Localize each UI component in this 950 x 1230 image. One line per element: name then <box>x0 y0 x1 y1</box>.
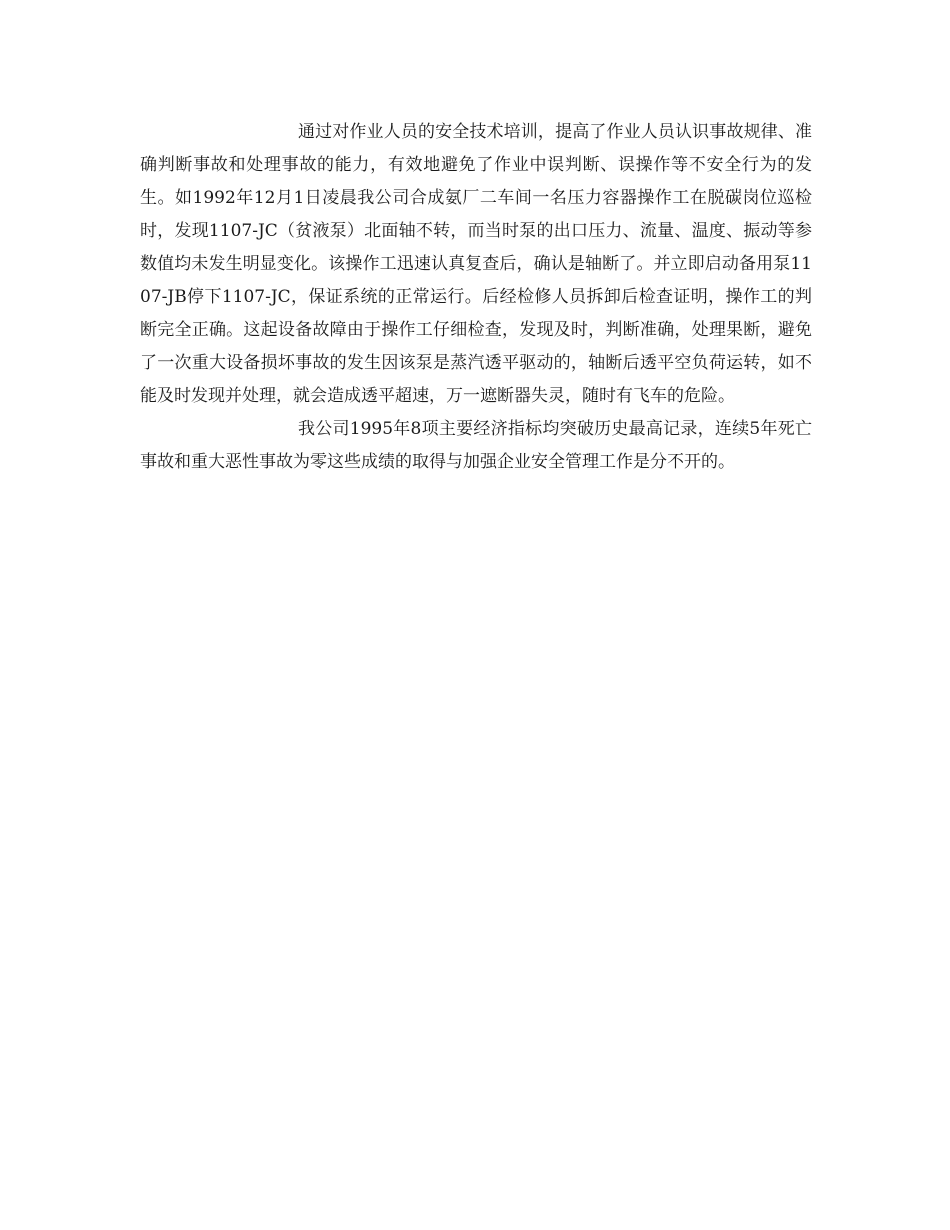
document-body <box>140 116 812 479</box>
paragraph-safety-training: 通过对作业人员的安全技术培训，提高了作业人员认识事故规律、准确判断事故和处理事故的能力，有效地避免了作业中误判断、误操作等不安全行为的发生。如1992年12月1日凌晨我公司合成氨厂二车间一名压力容器操作工在脱碳岗位巡检时，发现1107-JC（贫液泵）北面轴不转，而当时泵的出口压力、流量、温度、振动等参数值均未发生明显变化。该操作工迅速认真复查后，确认是轴断了。并立即启动备用泵1107-JB停下1107-JC，保证系统的正常运行。后经检修人员拆卸后检查证明，操作工的判断完全正确。这起设备故障由于操作工仔细检查，发现及时，判断准确，处理果断，避免了一次重大设备损坏事故的发生因该泵是蒸汽透平驱动的，轴断后透平空负荷运转，如不能及时发现并处理，就会造成透平超速，万一遮断器失灵，随时有飞车的危险。 <box>140 122 812 406</box>
paragraph-achievements: 我公司1995年8项主要经济指标均突破历史最高记录，连续5年死亡事故和重大恶性事故为零这些成绩的取得与加强企业安全管理工作是分不开的。 <box>140 419 812 472</box>
